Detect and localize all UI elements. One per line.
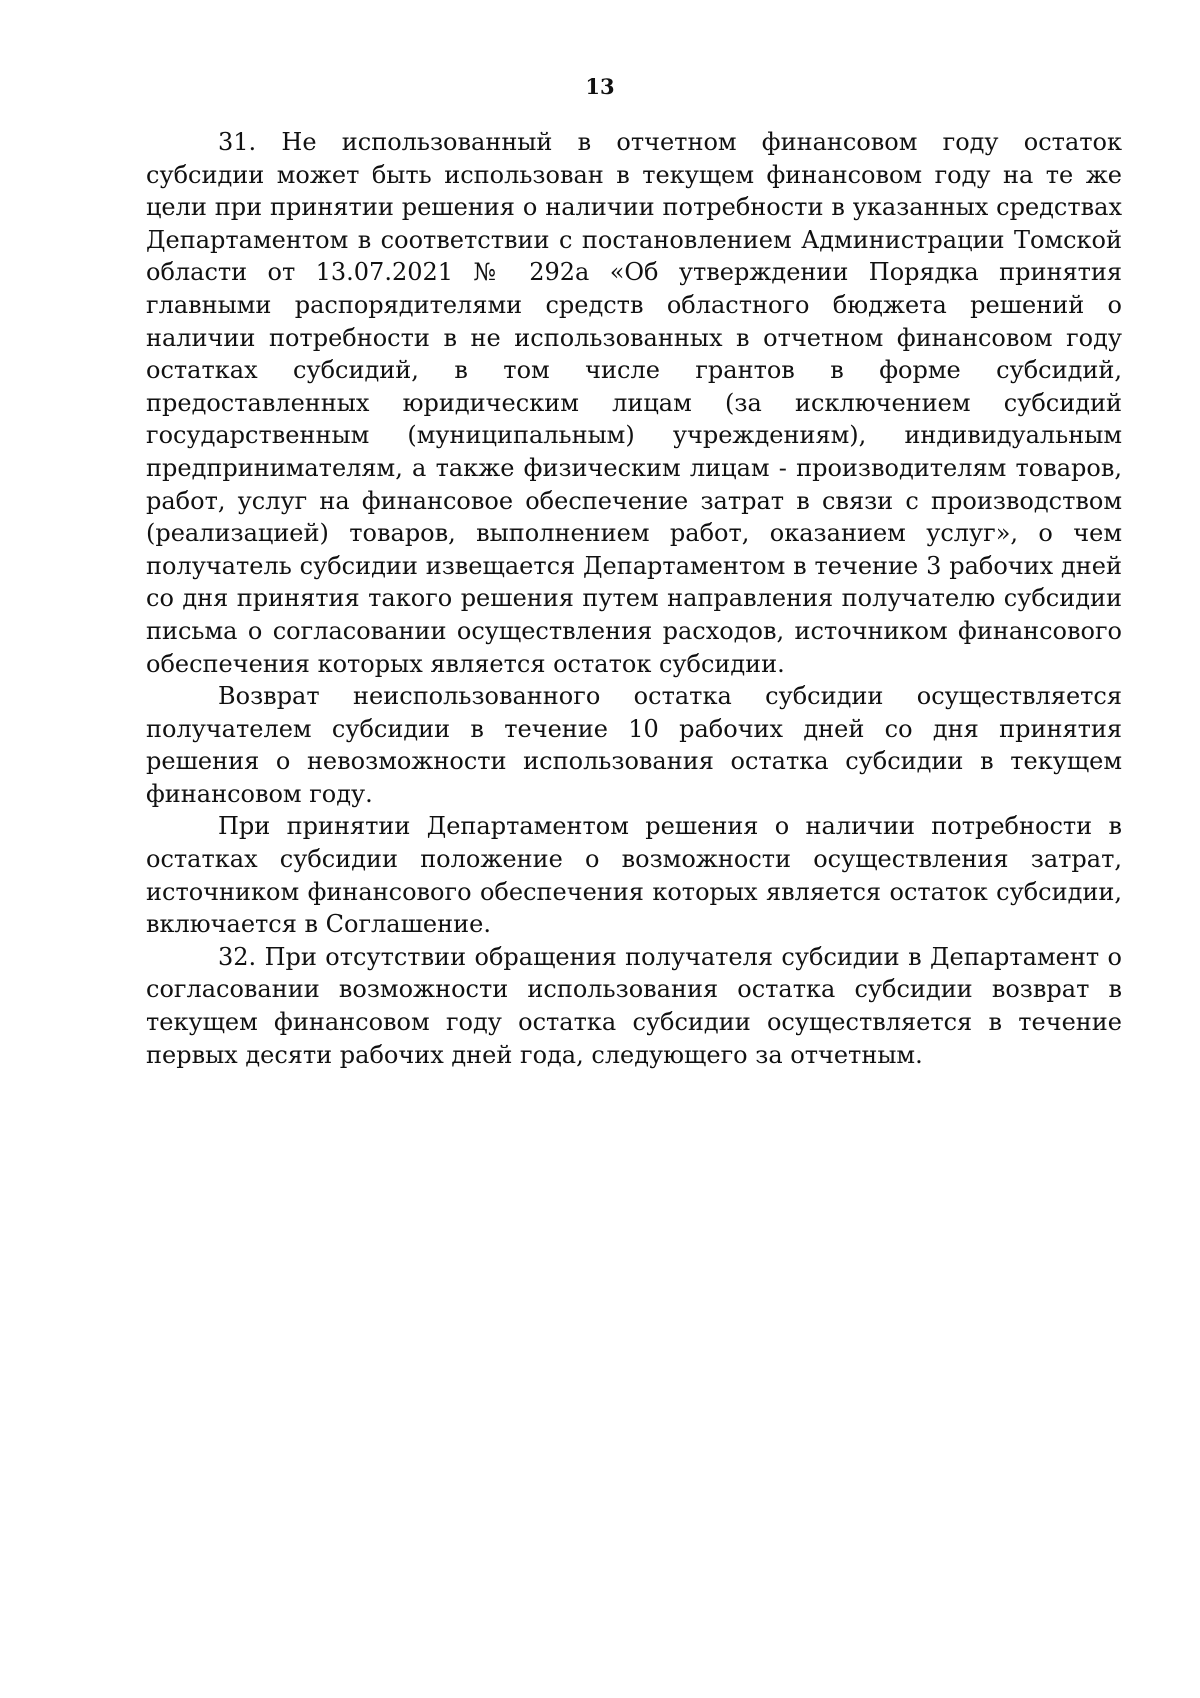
paragraph-31: 31. Не использованный в отчетном финансовом году остаток субсидии может быть использован в текущем финансовом году на те же цели при принятии решения о наличии потребности в указанных средствах Департаментом в соответствии с постановлением Администрации Томской области от 13.07.2021 № 292а «Об утверждении Порядка принятия главными распорядителями средств областного бюджета решений о наличии потребности в не использованных в отчетном финансовом году остатках субсидий, в том числе грантов в форме субсидий, предоставленных юридическим лицам (за исключением субсидий государственным (муниципальным) учреждениям), индивидуальным предпринимателям, а также физическим лицам - производителям товаров, работ, услуг на финансовое обеспечение затрат в связи с производством (реализацией) товаров, выполнением работ, оказанием услуг», о чем получатель субсидии извещается Департаментом в течение 3 рабочих дней со дня принятия такого решения путем направления получателю субсидии письма о согласовании осуществления расходов, источником финансового обеспечения которых является остаток субсидии.	[146, 128, 1122, 678]
paragraph-agreement-provision: При принятии Департаментом решения о наличии потребности в остатках субсидии положение о возможности осуществления затрат, источником финансового обеспечения которых является остаток субсидии, включается в Соглашение.	[146, 812, 1122, 939]
paragraph-32: 32. При отсутствии обращения получателя субсидии в Департамент о согласовании возможности использования остатка субсидии возврат в текущем финансовом году остатка субсидии осуществляется в течение первых десяти рабочих дней года, следующего за отчетным.	[146, 942, 1122, 1069]
page-number: 13	[585, 74, 615, 99]
paragraph-return-remainder: Возврат неиспользованного остатка субсидии осуществляется получателем субсидии в течение 10 рабочих дней со дня принятия решения о невозможности использования остатка субсидии в текущем финансовом году.	[146, 682, 1122, 808]
document-body	[146, 126, 1122, 1071]
